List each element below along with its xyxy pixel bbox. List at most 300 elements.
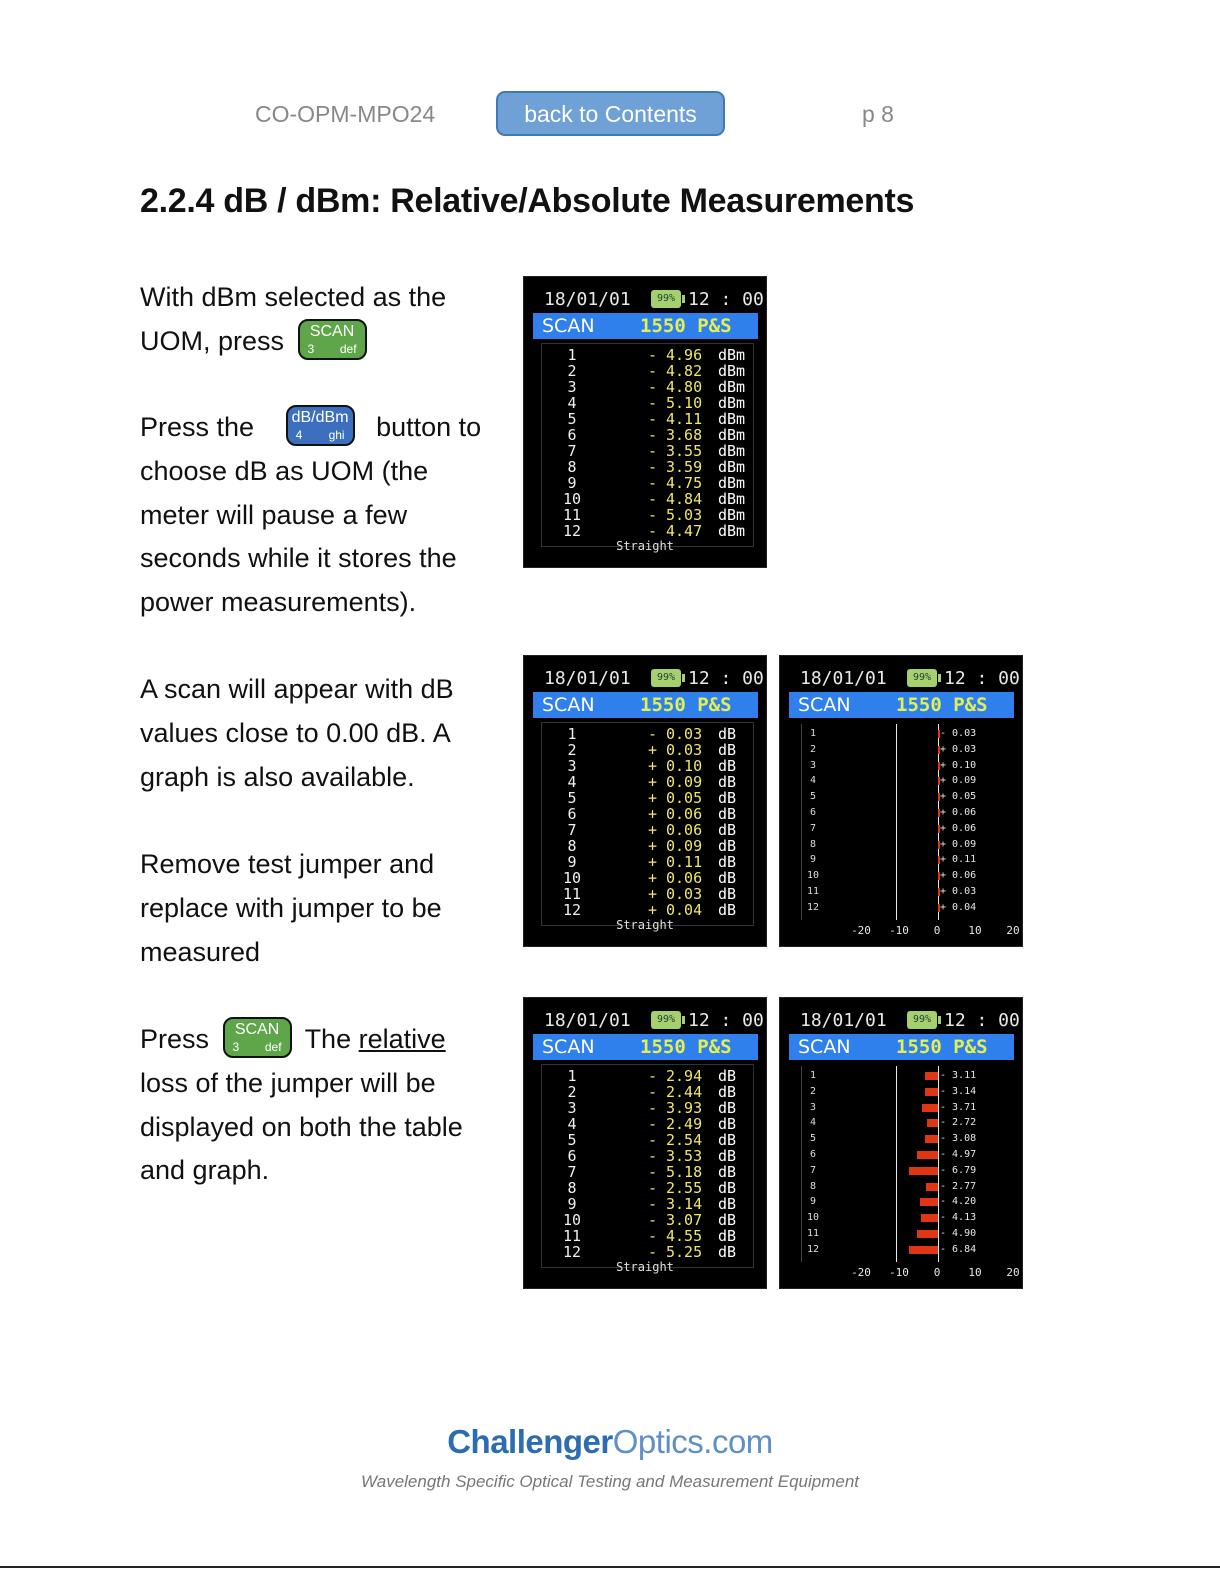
row-unit: dBm [718,410,746,428]
row-value: 5.25 [666,1243,703,1261]
row-index: 3 [809,1101,817,1113]
screen-date: 18/01/01 [800,1010,887,1031]
row-value: 4.55 [666,1227,703,1245]
key-sub: 3 def [307,342,357,357]
row-index: 10 [806,870,820,882]
bar-mark [909,1167,938,1175]
screen-relative-graph [779,997,1023,1289]
test-mode-label: Straight [616,539,674,553]
row-sign: - [648,378,658,396]
table-row [552,790,752,806]
value-label: + 0.06 [940,807,977,818]
screen-wavelength: 1550 P&S [640,694,732,716]
row-unit: dB [718,1179,737,1197]
row-index: 12 [806,1243,820,1255]
row-index: 1 [567,346,577,364]
table-row [552,1084,752,1100]
back-to-contents-button[interactable]: back to Contents [496,91,725,136]
row-index: 9 [567,474,577,492]
screen-mode: SCAN [798,1036,851,1058]
table-row [552,395,752,411]
row-sign: - [648,458,658,476]
table-row [552,459,752,475]
table-row [552,886,752,902]
table-row [552,902,752,918]
table-row [552,1116,752,1132]
row-sign: - [648,1163,658,1181]
row-unit: dB [718,1211,737,1229]
paragraph-text: loss of the jumper will be displayed on both the table and graph. [140,1067,463,1186]
row-unit: dBm [718,346,746,364]
row-unit: dB [718,1131,737,1149]
row-index: 8 [567,837,577,855]
footer-tagline: Wavelength Specific Optical Testing and Measurement Equipment [361,1472,859,1491]
row-index: 7 [567,821,577,839]
row-sign: + [648,885,658,903]
bar-mark [917,1230,938,1238]
paragraph-relative-loss [140,1018,495,1193]
battery-icon: 99% [651,1011,681,1029]
row-value: 0.03 [666,885,703,903]
row-sign: - [648,1067,658,1085]
bar-mark [921,1214,938,1222]
row-value: 3.55 [666,442,703,460]
table-row [552,758,752,774]
paragraph-replace-jumper: Remove test jumper and replace with jumper to be measured [140,849,442,967]
row-index: 10 [806,1212,820,1224]
row-index: 6 [809,807,817,818]
row-unit: dB [718,725,737,743]
row-value: 5.18 [666,1163,703,1181]
row-index: 5 [567,410,577,428]
row-value: 3.14 [666,1195,703,1213]
row-unit: dBm [718,522,746,540]
row-sign: - [648,506,658,524]
row-value: 4.82 [666,362,703,380]
battery-icon: 99% [907,1011,937,1029]
screen-date: 18/01/01 [800,668,887,689]
graph-row [802,1242,1005,1258]
test-mode-label: Straight [616,1260,674,1274]
table-row [552,726,752,742]
row-value: 3.53 [666,1147,703,1165]
row-index: 5 [567,1131,577,1149]
row-value: 3.93 [666,1099,703,1117]
screen-reference-table [523,655,767,947]
row-sign: + [648,837,658,855]
row-index: 1 [567,1067,577,1085]
row-value: 4.80 [666,378,703,396]
table-row [552,363,752,379]
row-value: 4.96 [666,346,703,364]
graph-row [802,868,1005,884]
row-index: 2 [567,362,577,380]
gridline [1022,1066,1023,1262]
row-sign: - [648,426,658,444]
row-unit: dB [718,1243,737,1261]
row-value: 0.04 [666,901,703,919]
x-tick-label: 20 [1006,1266,1020,1279]
row-unit: dB [718,805,737,823]
row-sign: + [648,821,658,839]
row-sign: - [648,725,658,743]
row-index: 10 [562,1211,582,1229]
screen-relative-table [523,997,767,1289]
row-value: 0.10 [666,757,703,775]
table-row [552,475,752,491]
value-label: + 0.10 [940,759,977,771]
x-tick-label: 10 [968,924,982,937]
row-sign: - [648,1179,658,1197]
screen-mode: SCAN [542,694,595,716]
screen-absolute-table [523,276,767,568]
row-index: 7 [809,1164,817,1176]
row-index: 3 [567,378,577,396]
row-sign: - [648,362,658,380]
row-index: 8 [567,458,577,476]
row-value: 0.03 [666,725,703,743]
row-index: 4 [809,775,817,787]
row-index: 8 [809,1180,817,1192]
row-sign: + [648,853,658,871]
row-unit: dB [718,853,737,871]
graph-row [802,789,1005,805]
bar-mark [925,1135,938,1143]
row-index: 5 [809,1133,817,1145]
gridline [1022,724,1023,920]
row-index: 6 [567,1147,577,1165]
row-unit: dB [718,1115,737,1133]
value-label: - 6.84 [940,1243,977,1255]
row-sign: - [648,442,658,460]
row-value: 0.09 [666,837,703,855]
row-index: 12 [562,1243,582,1261]
paragraph-text: With dBm selected as the UOM, press [140,282,447,356]
row-sign: + [648,773,658,791]
paragraph-text: Press [140,1024,210,1054]
screen-wavelength: 1550 P&S [896,694,988,716]
key-label: SCAN [234,1021,280,1039]
value-label: - 0.03 [940,728,977,739]
row-sign: - [648,346,658,364]
row-index: 11 [562,885,582,903]
row-value: 3.07 [666,1211,703,1229]
row-sign: - [648,1243,658,1261]
battery-icon: 99% [907,669,937,687]
x-tick-label: -10 [889,924,909,937]
row-value: 0.03 [666,741,703,759]
bar-mark [925,1088,938,1096]
row-index: 1 [809,728,817,739]
row-sign: + [648,789,658,807]
row-value: 0.11 [666,853,703,871]
x-tick-label: 10 [968,1266,982,1279]
row-index: 12 [562,522,582,540]
graph-row [802,884,1005,900]
bar-mark [917,1151,938,1159]
table-row [552,1068,752,1084]
row-unit: dBm [718,442,746,460]
table-row [552,491,752,507]
row-value: 0.06 [666,805,703,823]
row-unit: dBm [718,458,746,476]
row-index: 1 [567,725,577,743]
value-label: + 0.05 [940,791,977,803]
row-unit: dB [718,1163,737,1181]
table-row [552,1180,752,1196]
row-index: 4 [567,394,577,412]
page-bottom-rule [0,1566,1220,1568]
row-index: 9 [809,1196,817,1208]
paragraph-choose-db [140,406,495,625]
row-index: 2 [567,1083,577,1101]
value-label: + 0.11 [940,854,977,866]
paragraph-uom-press [140,276,495,364]
graph-row [802,773,1005,789]
row-sign: + [648,741,658,759]
table-row [552,1100,752,1116]
row-unit: dBm [718,506,746,524]
row-unit: dBm [718,426,746,444]
bar-mark [927,1119,938,1127]
value-label: - 4.13 [940,1212,977,1224]
row-unit: dB [718,1099,737,1117]
row-sign: - [648,1195,658,1213]
row-index: 2 [809,1085,817,1097]
row-index: 5 [567,789,577,807]
bar-mark [909,1246,938,1254]
row-index: 6 [809,1149,817,1160]
row-index: 1 [809,1070,817,1081]
value-label: - 6.79 [940,1164,977,1176]
value-label: - 4.90 [940,1228,977,1239]
value-label: - 4.20 [940,1196,977,1208]
document-id: CO-OPM-MPO24 [255,101,436,127]
table-row [552,1228,752,1244]
row-index: 9 [567,853,577,871]
row-sign: - [648,1131,658,1149]
x-tick-label: -20 [851,924,871,937]
graph-row [802,758,1005,774]
graph-row [802,837,1005,853]
value-label: - 3.71 [940,1101,977,1113]
row-sign: - [648,1227,658,1245]
table-row [552,1132,752,1148]
key-label: SCAN [309,323,355,341]
row-value: 2.49 [666,1115,703,1133]
table-row [552,507,752,523]
row-sign: - [648,1147,658,1165]
page-number: p 8 [862,101,894,127]
value-label: + 0.03 [940,886,977,897]
bar-mark [920,1198,938,1206]
row-value: 2.44 [666,1083,703,1101]
row-value: 4.75 [666,474,703,492]
row-index: 11 [562,506,582,524]
graph-row [802,1147,1005,1163]
section-title: 2.2.4 dB / dBm: Relative/Absolute Measurements [140,182,915,220]
row-sign: + [648,757,658,775]
row-index: 4 [809,1117,817,1129]
value-label: + 0.04 [940,901,977,913]
row-index: 3 [567,1099,577,1117]
screen-time: 12 : 00 [944,668,1020,689]
graph-row [802,805,1005,821]
key-sub: 4 ghi [295,428,345,443]
row-unit: dBm [718,394,746,412]
row-index: 9 [809,854,817,866]
row-index: 4 [567,1115,577,1133]
table-row [552,1244,752,1260]
row-index: 9 [567,1195,577,1213]
row-value: 0.06 [666,869,703,887]
graph-row [802,1226,1005,1242]
graph-row [802,1084,1005,1100]
graph-row [802,900,1005,916]
bar-mark [925,1072,938,1080]
x-tick-label: 0 [933,1266,941,1279]
screen-wavelength: 1550 P&S [640,315,732,337]
row-index: 8 [809,838,817,850]
value-label: - 2.77 [940,1180,977,1192]
graph-row [802,1163,1005,1179]
row-index: 6 [567,426,577,444]
row-unit: dBm [718,362,746,380]
row-value: 5.03 [666,506,703,524]
row-sign: - [648,1083,658,1101]
row-index: 2 [809,743,817,755]
row-index: 8 [567,1179,577,1197]
row-unit: dB [718,1147,737,1165]
x-tick-label: -10 [889,1266,909,1279]
row-index: 12 [562,901,582,919]
row-unit: dB [718,1227,737,1245]
graph-row [802,726,1005,742]
table-row [552,1212,752,1228]
value-label: + 0.09 [940,775,977,787]
row-index: 6 [567,805,577,823]
table-row [552,774,752,790]
row-value: 3.59 [666,458,703,476]
row-index: 3 [567,757,577,775]
screen-time: 12 : 00 [688,1010,764,1031]
db-dbm-key-icon [286,405,355,446]
row-index: 7 [567,442,577,460]
row-sign: - [648,410,658,428]
row-value: 2.54 [666,1131,703,1149]
row-unit: dB [718,789,737,807]
row-sign: + [648,901,658,919]
row-sign: - [648,394,658,412]
graph-row [802,1100,1005,1116]
row-sign: - [648,474,658,492]
row-value: 2.55 [666,1179,703,1197]
row-value: 4.47 [666,522,703,540]
value-label: + 0.06 [940,870,977,882]
graph-row [802,742,1005,758]
row-unit: dB [718,1083,737,1101]
table-row [552,1196,752,1212]
screen-time: 12 : 00 [688,289,764,310]
graph-row [802,1194,1005,1210]
row-unit: dB [718,757,737,775]
row-value: 2.94 [666,1067,703,1085]
table-row [552,379,752,395]
table-row [552,427,752,443]
row-unit: dB [718,773,737,791]
bar-mark [922,1104,938,1112]
table-row [552,742,752,758]
row-sign: - [648,490,658,508]
row-unit: dB [718,885,737,903]
row-value: 0.09 [666,773,703,791]
row-value: 0.06 [666,821,703,839]
x-tick-label: -20 [851,1266,871,1279]
screen-date: 18/01/01 [544,289,631,310]
graph-row [802,1210,1005,1226]
screen-date: 18/01/01 [544,668,631,689]
key-sub: 3 def [232,1040,282,1055]
screen-date: 18/01/01 [544,1010,631,1031]
screen-reference-graph [779,655,1023,947]
value-label: - 3.14 [940,1085,977,1097]
table-row [552,838,752,854]
row-sign: + [648,805,658,823]
row-value: 4.11 [666,410,703,428]
row-index: 11 [806,886,820,897]
graph-row [802,821,1005,837]
x-tick-label: 20 [1006,924,1020,937]
row-index: 10 [562,869,582,887]
row-sign: - [648,1099,658,1117]
table-row [552,411,752,427]
row-index: 7 [567,1163,577,1181]
graph-row [802,1131,1005,1147]
value-label: - 2.72 [940,1117,977,1129]
battery-icon: 99% [651,290,681,308]
table-row [552,870,752,886]
row-unit: dB [718,1195,737,1213]
key-label: dB/dBm [291,409,349,427]
graph-row [802,852,1005,868]
row-unit: dB [718,741,737,759]
row-sign: + [648,869,658,887]
table-row [552,443,752,459]
value-label: + 0.03 [940,743,977,755]
graph-area [801,1066,1005,1262]
test-mode-label: Straight [616,918,674,932]
paragraph-text: The [304,1024,352,1054]
paragraph-scan-appears: A scan will appear with dB values close to 0.00 dB. A graph is also available. [140,674,454,792]
paragraph-text: Press the [140,412,255,442]
row-index: 11 [562,1227,582,1245]
value-label: - 3.08 [940,1133,977,1145]
table-row [552,347,752,363]
screen-wavelength: 1550 P&S [896,1036,988,1058]
row-unit: dB [718,901,737,919]
screen-wavelength: 1550 P&S [640,1036,732,1058]
row-unit: dB [718,869,737,887]
value-label: + 0.06 [940,822,977,834]
row-sign: - [648,522,658,540]
row-index: 5 [809,791,817,803]
scan-key-icon [223,1017,292,1058]
row-unit: dB [718,1067,737,1085]
screen-mode: SCAN [542,1036,595,1058]
row-unit: dB [718,821,737,839]
value-label: - 4.97 [940,1149,977,1160]
table-row [552,1148,752,1164]
